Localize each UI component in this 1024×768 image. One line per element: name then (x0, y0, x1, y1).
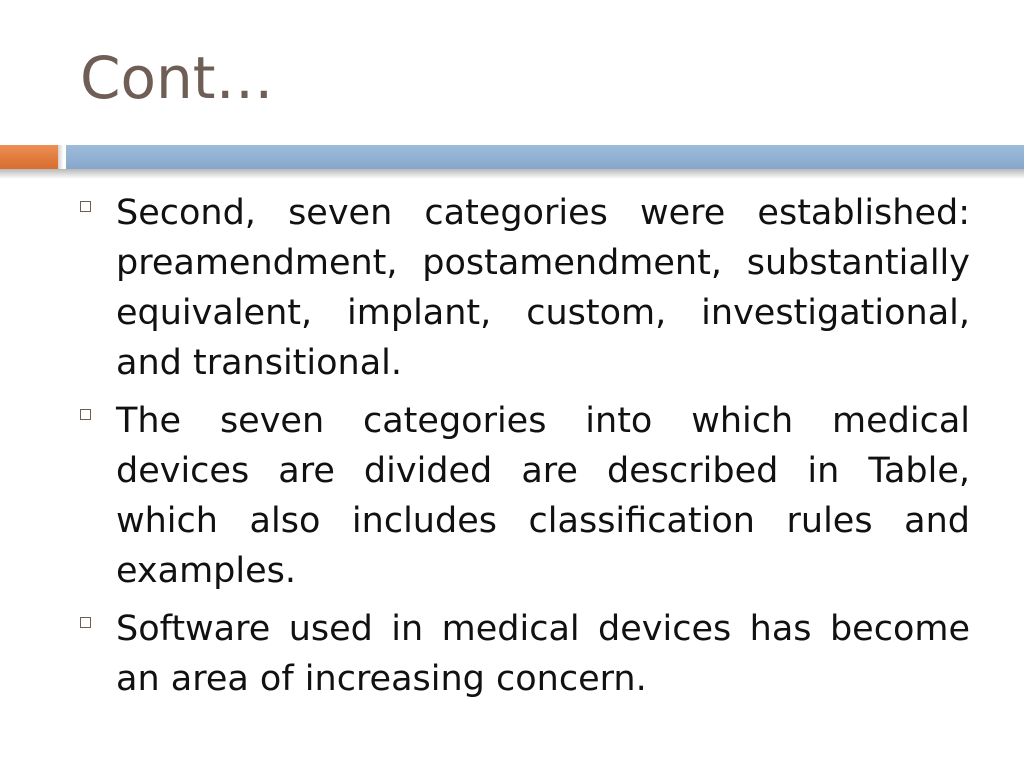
accent-bar-orange (0, 145, 58, 169)
slide-title: Cont… (80, 44, 274, 112)
list-item (78, 604, 970, 704)
square-bullet-icon (80, 617, 91, 628)
square-bullet-icon (80, 409, 91, 420)
square-bullet-icon (80, 201, 91, 212)
bullet-text: The seven categories into which medical devices are divided are described in Table, which also includes classification rules and examples. (116, 401, 970, 591)
bullet-list (78, 188, 970, 712)
accent-bar-gap (58, 145, 66, 169)
accent-bar-blue (66, 145, 1024, 169)
bullet-text: Second, seven categories were established: preamendment, postamendment, substantially equivalent, implant, custom, investigational, and transitional. (116, 193, 970, 383)
list-item (78, 396, 970, 596)
bullet-text: Software used in medical devices has become an area of increasing concern. (116, 609, 970, 699)
accent-bar-shadow (0, 169, 1024, 179)
list-item (78, 188, 970, 388)
